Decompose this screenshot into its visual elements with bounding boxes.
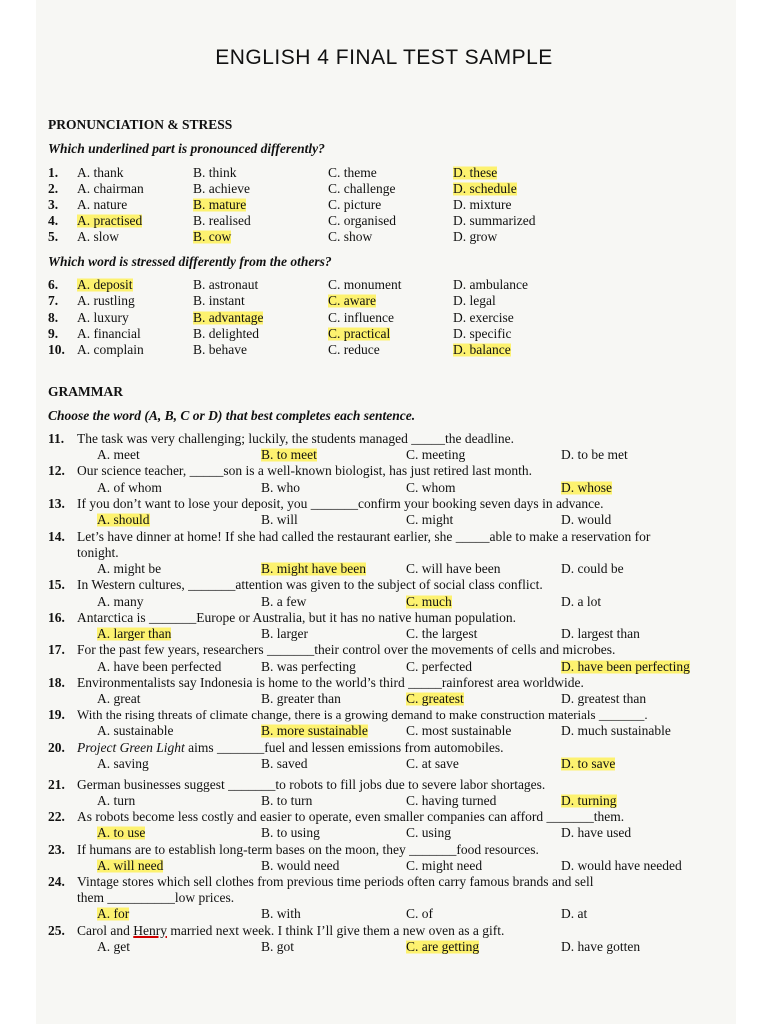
option-a: A. saving — [97, 756, 149, 771]
question-row: 1. A. thank B. think C. theme D. these — [48, 165, 498, 180]
options-row — [0, 906, 768, 922]
option-a: A. will need — [97, 858, 164, 873]
question-stem-cont: them __________low prices. — [77, 890, 235, 905]
options-row — [0, 858, 768, 874]
options-row — [0, 447, 768, 463]
option-c: C. are getting — [406, 939, 480, 954]
question-stem: 22. As robots become less costly and easier to operate, even smaller companies can afford _______them. — [48, 809, 625, 824]
question-stem: 23. If humans are to establish long-term bases on the moon, they _______food resources. — [48, 842, 539, 857]
options-row — [0, 939, 768, 955]
option-a: A. practised — [77, 213, 143, 228]
option-b: B. a few — [261, 594, 307, 609]
question-row: 8. A. luxury B. advantage C. influence D. exercise — [48, 310, 514, 325]
option-b: B. think — [193, 165, 237, 180]
option-d: D. much sustainable — [561, 723, 671, 738]
option-b: B. mature — [193, 197, 247, 212]
option-b: B. who — [261, 480, 301, 495]
option-b: B. larger — [261, 626, 308, 641]
option-a: A. chairman — [77, 181, 144, 196]
question-stem: 21. German businesses suggest _______to robots to fill jobs due to severe labor shortages. — [48, 777, 546, 792]
option-c: C. challenge — [328, 181, 396, 196]
option-d: D. to be met — [561, 447, 628, 462]
option-c: C. much — [406, 594, 452, 609]
option-a: A. slow — [77, 229, 120, 244]
question-stem: 16. Antarctica is _______Europe or Australia, but it has no native human population. — [48, 610, 517, 625]
option-c: C. greatest — [406, 691, 464, 706]
option-a: A. luxury — [77, 310, 129, 325]
question-stem: 18. Environmentalists say Indonesia is home to the world’s third _____rainforest area worldwide. — [48, 675, 584, 690]
option-b: B. to turn — [261, 793, 313, 808]
option-a: A. nature — [77, 197, 128, 212]
option-b: B. delighted — [193, 326, 259, 341]
option-c: C. having turned — [406, 793, 497, 808]
question-stem: 13. If you don’t want to lose your deposit, you _______confirm your booking seven days in advance. — [48, 496, 604, 511]
option-b: B. saved — [261, 756, 308, 771]
option-c: C. influence — [328, 310, 394, 325]
question-row: 7. A. rustling B. instant C. aware D. legal — [48, 293, 496, 308]
option-d: D. a lot — [561, 594, 602, 609]
options-row — [0, 594, 768, 610]
options-row — [0, 825, 768, 841]
option-c: C. of — [406, 906, 433, 921]
option-a: A. might be — [97, 561, 162, 576]
question-stem: 19. With the rising threats of climate change, there is a growing demand to make construction materials _______. — [48, 707, 648, 722]
option-d: D. largest than — [561, 626, 640, 641]
option-d: D. at — [561, 906, 588, 921]
option-b: B. might have been — [261, 561, 366, 576]
option-b: B. instant — [193, 293, 245, 308]
option-a: A. many — [97, 594, 144, 609]
option-b: B. would need — [261, 858, 340, 873]
question-row: 3. A. nature B. mature C. picture D. mixture — [48, 197, 512, 212]
option-d: D. legal — [453, 293, 496, 308]
option-b: B. greater than — [261, 691, 341, 706]
option-a: A. deposit — [77, 277, 133, 292]
option-c: C. reduce — [328, 342, 380, 357]
option-c: C. will have been — [406, 561, 501, 576]
option-a: A. complain — [77, 342, 144, 357]
question-row: 9. A. financial B. delighted C. practical D. specific — [48, 326, 512, 341]
option-b: B. will — [261, 512, 298, 527]
options-row — [0, 691, 768, 707]
option-c: C. using — [406, 825, 452, 840]
question-row: 10. A. complain B. behave C. reduce D. balance — [48, 342, 511, 357]
option-d: D. have used — [561, 825, 632, 840]
option-c: C. picture — [328, 197, 382, 212]
question-row: 6. A. deposit B. astronaut C. monument D. ambulance — [48, 277, 528, 292]
option-b: B. astronaut — [193, 277, 259, 292]
option-d: D. have gotten — [561, 939, 641, 954]
option-b: B. advantage — [193, 310, 264, 325]
option-c: C. whom — [406, 480, 456, 495]
option-a: A. to use — [97, 825, 146, 840]
option-c: C. might need — [406, 858, 483, 873]
option-a: A. great — [97, 691, 141, 706]
option-d: D. to save — [561, 756, 616, 771]
question-stem: 15. In Western cultures, _______attention was given to the subject of social class conflict. — [48, 577, 543, 592]
option-c: C. show — [328, 229, 373, 244]
option-d: D. these — [453, 165, 498, 180]
option-b: B. was perfecting — [261, 659, 356, 674]
section-heading-grammar: GRAMMAR — [48, 384, 123, 399]
option-a: A. larger than — [97, 626, 172, 641]
options-row — [0, 659, 768, 675]
question-stem-cont: tonight. — [77, 545, 119, 560]
option-c: C. practical — [328, 326, 391, 341]
question-row: 4. A. practised B. realised C. organised D. summarized — [48, 213, 536, 228]
option-d: D. balance — [453, 342, 511, 357]
option-a: A. should — [97, 512, 150, 527]
options-row — [0, 561, 768, 577]
option-d: D. whose — [561, 480, 612, 495]
option-c: C. meeting — [406, 447, 466, 462]
option-c: C. monument — [328, 277, 402, 292]
option-b: B. got — [261, 939, 295, 954]
option-a: A. sustainable — [97, 723, 174, 738]
option-d: D. mixture — [453, 197, 512, 212]
option-c: C. organised — [328, 213, 396, 228]
option-b: B. achieve — [193, 181, 250, 196]
option-b: B. realised — [193, 213, 251, 228]
option-d: D. have been perfecting — [561, 659, 690, 674]
options-row — [0, 793, 768, 809]
option-d: D. would have needed — [561, 858, 682, 873]
option-c: C. aware — [328, 293, 376, 308]
option-d: D. ambulance — [453, 277, 528, 292]
option-d: D. would — [561, 512, 612, 527]
option-d: D. grow — [453, 229, 498, 244]
question-stem: 11. The task was very challenging; luckily, the students managed _____the deadline. — [48, 431, 515, 446]
option-c: C. perfected — [406, 659, 472, 674]
option-a: A. of whom — [97, 480, 162, 495]
option-c: C. might — [406, 512, 454, 527]
instruction-grammar: Choose the word (A, B, C or D) that best completes each sentence. — [48, 408, 416, 423]
option-d: D. turning — [561, 793, 617, 808]
question-stem: 24. Vintage stores which sell clothes from previous time periods often carry famous brands and sell — [48, 874, 594, 889]
option-a: A. turn — [97, 793, 136, 808]
option-a: A. have been perfected — [97, 659, 222, 674]
option-a: A. financial — [77, 326, 141, 341]
option-b: B. to using — [261, 825, 320, 840]
page-title: ENGLISH 4 FINAL TEST SAMPLE — [215, 46, 553, 69]
option-d: D. could be — [561, 561, 624, 576]
option-a: A. rustling — [77, 293, 135, 308]
option-b: B. with — [261, 906, 301, 921]
option-d: D. schedule — [453, 181, 517, 196]
option-b: B. behave — [193, 342, 247, 357]
option-b: B. more sustainable — [261, 723, 368, 738]
question-stem: 20. Project Green Light aims _______fuel and lessen emissions from automobiles. — [48, 740, 504, 755]
option-a: A. get — [97, 939, 130, 954]
options-row — [0, 512, 768, 528]
question-stem: 17. For the past few years, researchers _______their control over the movements of cells and microbes. — [48, 642, 616, 657]
question-stem: 14. Let’s have dinner at home! If she had called the restaurant earlier, she _____able to make a reservation for — [48, 529, 651, 544]
question-stem: 12. Our science teacher, _____son is a well-known biologist, has just retired last month. — [48, 463, 532, 478]
options-row — [0, 480, 768, 496]
option-a: A. meet — [97, 447, 140, 462]
question-row: 5. A. slow B. cow C. show D. grow — [48, 229, 498, 244]
option-d: D. summarized — [453, 213, 536, 228]
question-stem: 25. Carol and Henry married next week. I think I’ll give them a new oven as a gift. — [48, 923, 505, 938]
option-a: A. for — [97, 906, 130, 921]
section-heading-pronunciation: PRONUNCIATION & STRESS — [48, 117, 233, 132]
option-c: C. theme — [328, 165, 377, 180]
instruction-stress: Which word is stressed differently from the others? — [48, 254, 332, 269]
option-b: B. cow — [193, 229, 232, 244]
option-d: D. exercise — [453, 310, 514, 325]
option-a: A. thank — [77, 165, 124, 180]
option-d: D. greatest than — [561, 691, 647, 706]
options-row — [0, 756, 768, 772]
option-d: D. specific — [453, 326, 512, 341]
question-row: 2. A. chairman B. achieve C. challenge D. schedule — [48, 181, 517, 196]
option-c: C. the largest — [406, 626, 478, 641]
options-row — [0, 723, 768, 739]
instruction-pronounced: Which underlined part is pronounced differently? — [48, 141, 325, 156]
option-c: C. at save — [406, 756, 459, 771]
option-b: B. to meet — [261, 447, 317, 462]
option-c: C. most sustainable — [406, 723, 512, 738]
options-row — [0, 626, 768, 642]
